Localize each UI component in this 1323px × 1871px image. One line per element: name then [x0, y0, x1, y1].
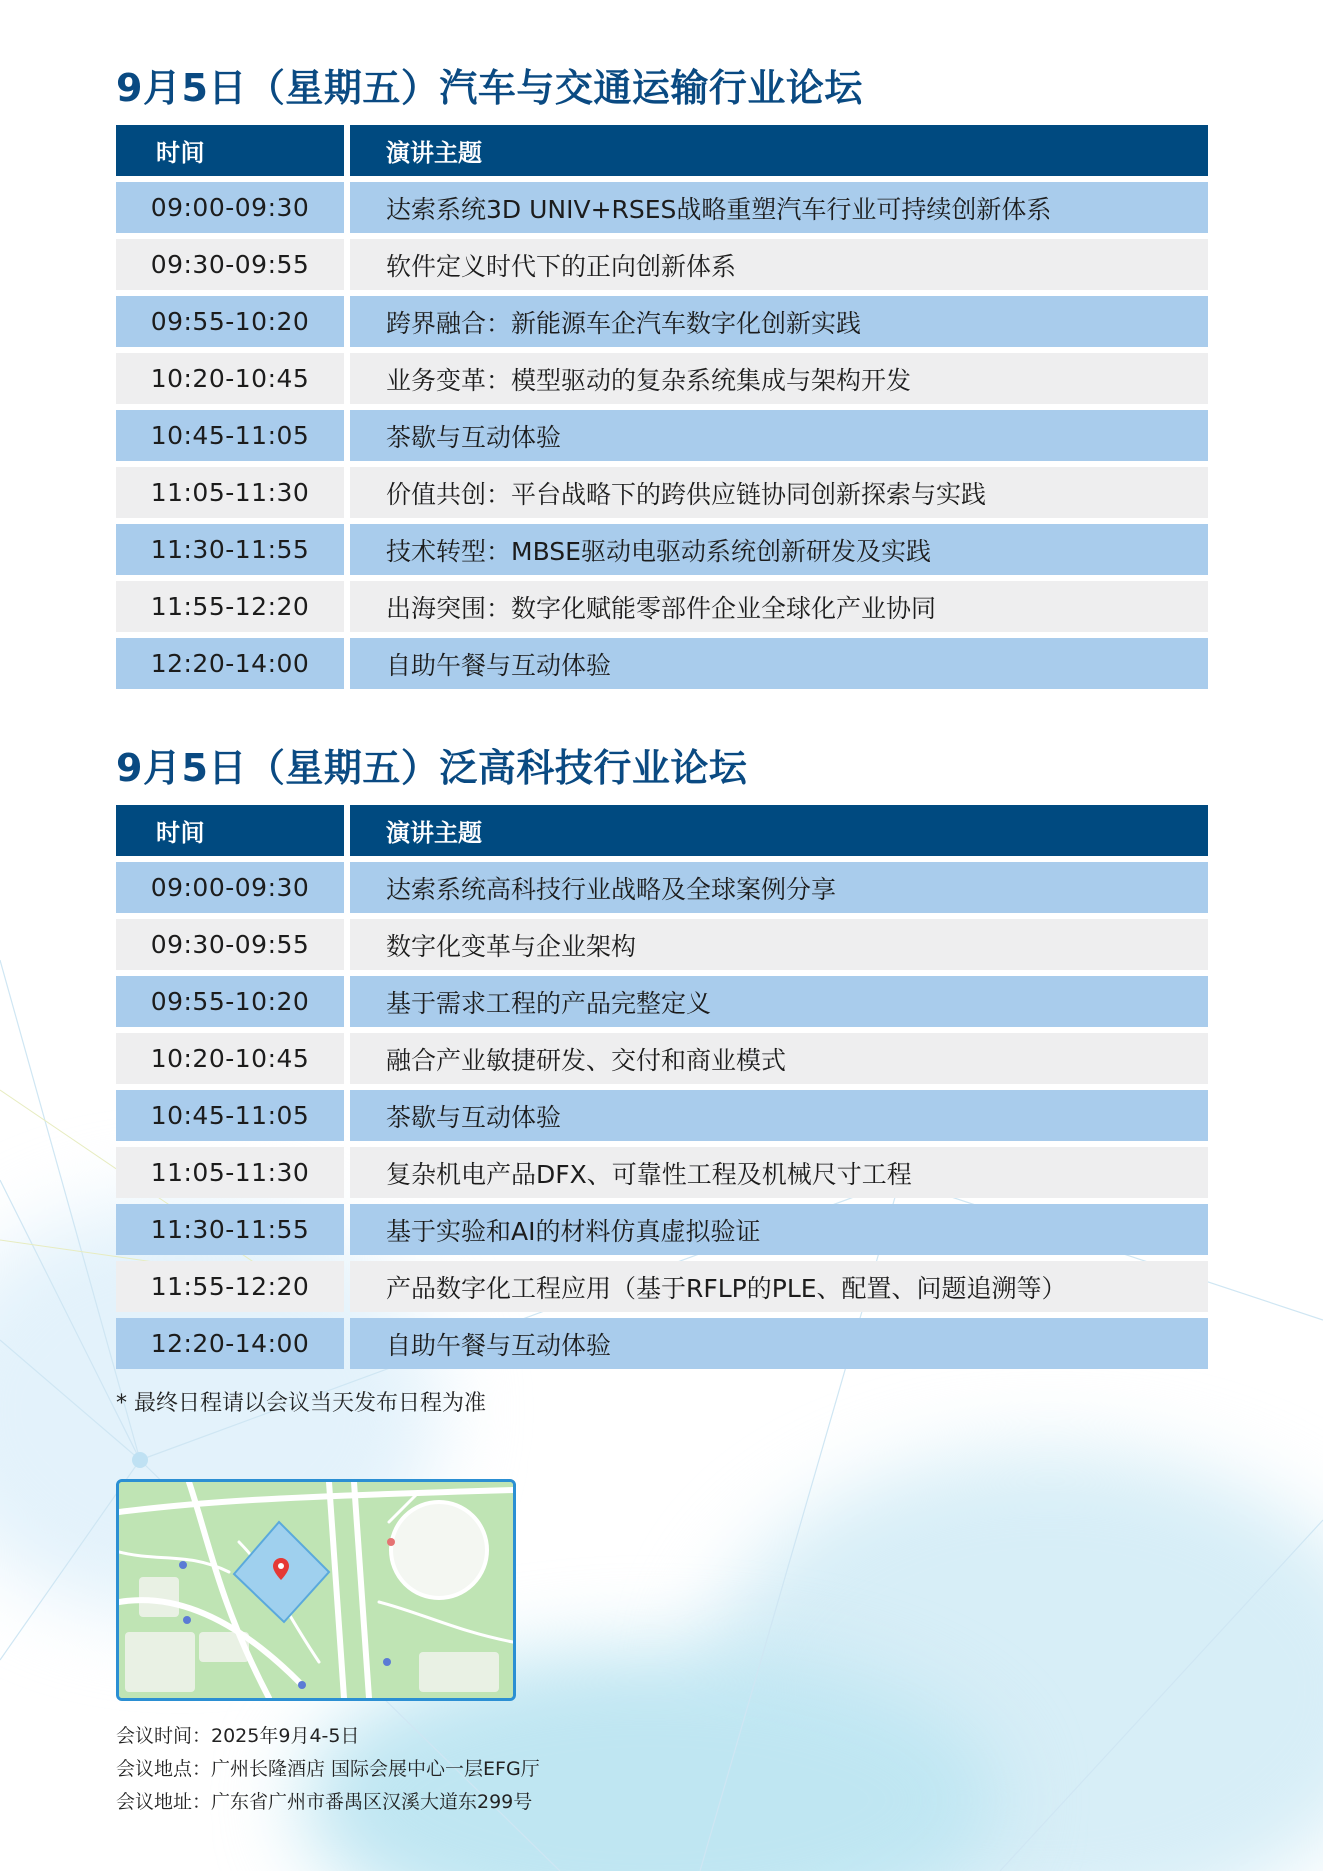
header-topic: 演讲主题 [350, 805, 1208, 856]
meeting-time: 会议时间：2025年9月4-5日 [116, 1725, 360, 1747]
table-row [116, 239, 1208, 290]
table-row [116, 296, 1208, 347]
row-time: 11:55-12:20 [116, 581, 344, 632]
table-row [116, 862, 1208, 913]
row-time: 10:45-11:05 [116, 1090, 344, 1141]
row-time: 09:55-10:20 [116, 976, 344, 1027]
meeting-address: 会议地址：广东省广州市番禺区汉溪大道东299号 [116, 1791, 533, 1813]
table-row [116, 976, 1208, 1027]
row-time: 11:30-11:55 [116, 1204, 344, 1255]
row-time: 12:20-14:00 [116, 638, 344, 689]
row-topic: 达索系统3D UNIV+RSES战略重塑汽车行业可持续创新体系 [350, 182, 1208, 233]
table-row [116, 1090, 1208, 1141]
table-row [116, 1033, 1208, 1084]
row-topic: 技术转型：MBSE驱动电驱动系统创新研发及实践 [350, 524, 1208, 575]
row-time: 12:20-14:00 [116, 1318, 344, 1369]
table-row [116, 919, 1208, 970]
table-row [116, 1318, 1208, 1369]
agenda-table-automotive [116, 125, 1208, 695]
row-time: 11:55-12:20 [116, 1261, 344, 1312]
row-time: 11:05-11:30 [116, 467, 344, 518]
header-topic: 演讲主题 [350, 125, 1208, 176]
row-time: 11:05-11:30 [116, 1147, 344, 1198]
row-time: 10:45-11:05 [116, 410, 344, 461]
meeting-venue: 会议地点：广州长隆酒店 国际会展中心一层EFG厅 [116, 1758, 540, 1780]
section-title-hightech: 9月5日（星期五）泛高科技行业论坛 [116, 746, 748, 790]
schedule-footnote: * 最终日程请以会议当天发布日程为准 [116, 1391, 486, 1416]
table-row [116, 581, 1208, 632]
map-graphic [119, 1482, 513, 1698]
section-title-automotive: 9月5日（星期五）汽车与交通运输行业论坛 [116, 66, 863, 110]
table-row [116, 353, 1208, 404]
row-topic: 价值共创：平台战略下的跨供应链协同创新探索与实践 [350, 467, 1208, 518]
row-time: 09:00-09:30 [116, 182, 344, 233]
row-topic: 茶歇与互动体验 [350, 1090, 1208, 1141]
row-topic: 软件定义时代下的正向创新体系 [350, 239, 1208, 290]
table-row [116, 638, 1208, 689]
row-time: 09:00-09:30 [116, 862, 344, 913]
row-topic: 基于需求工程的产品完整定义 [350, 976, 1208, 1027]
row-topic: 自助午餐与互动体验 [350, 638, 1208, 689]
stadium-shape [391, 1502, 487, 1598]
table-row [116, 1261, 1208, 1312]
row-topic: 达索系统高科技行业战略及全球案例分享 [350, 862, 1208, 913]
table-row [116, 467, 1208, 518]
row-topic: 自助午餐与互动体验 [350, 1318, 1208, 1369]
row-topic: 出海突围：数字化赋能零部件企业全球化产业协同 [350, 581, 1208, 632]
row-topic: 产品数字化工程应用（基于RFLP的PLE、配置、问题追溯等） [350, 1261, 1208, 1312]
table-header [116, 805, 1208, 856]
table-row [116, 182, 1208, 233]
row-time: 09:30-09:55 [116, 919, 344, 970]
table-row [116, 410, 1208, 461]
header-time: 时间 [116, 125, 344, 176]
table-row [116, 524, 1208, 575]
row-time: 09:30-09:55 [116, 239, 344, 290]
header-time: 时间 [116, 805, 344, 856]
venue-map[interactable] [116, 1479, 516, 1701]
row-topic: 茶歇与互动体验 [350, 410, 1208, 461]
row-topic: 融合产业敏捷研发、交付和商业模式 [350, 1033, 1208, 1084]
row-topic: 跨界融合：新能源车企汽车数字化创新实践 [350, 296, 1208, 347]
table-header [116, 125, 1208, 176]
row-time: 11:30-11:55 [116, 524, 344, 575]
agenda-table-hightech [116, 805, 1208, 1375]
table-row [116, 1147, 1208, 1198]
row-time: 09:55-10:20 [116, 296, 344, 347]
row-topic: 数字化变革与企业架构 [350, 919, 1208, 970]
row-topic: 基于实验和AI的材料仿真虚拟验证 [350, 1204, 1208, 1255]
row-topic: 复杂机电产品DFX、可靠性工程及机械尺寸工程 [350, 1147, 1208, 1198]
row-topic: 业务变革：模型驱动的复杂系统集成与架构开发 [350, 353, 1208, 404]
table-row [116, 1204, 1208, 1255]
row-time: 10:20-10:45 [116, 353, 344, 404]
row-time: 10:20-10:45 [116, 1033, 344, 1084]
